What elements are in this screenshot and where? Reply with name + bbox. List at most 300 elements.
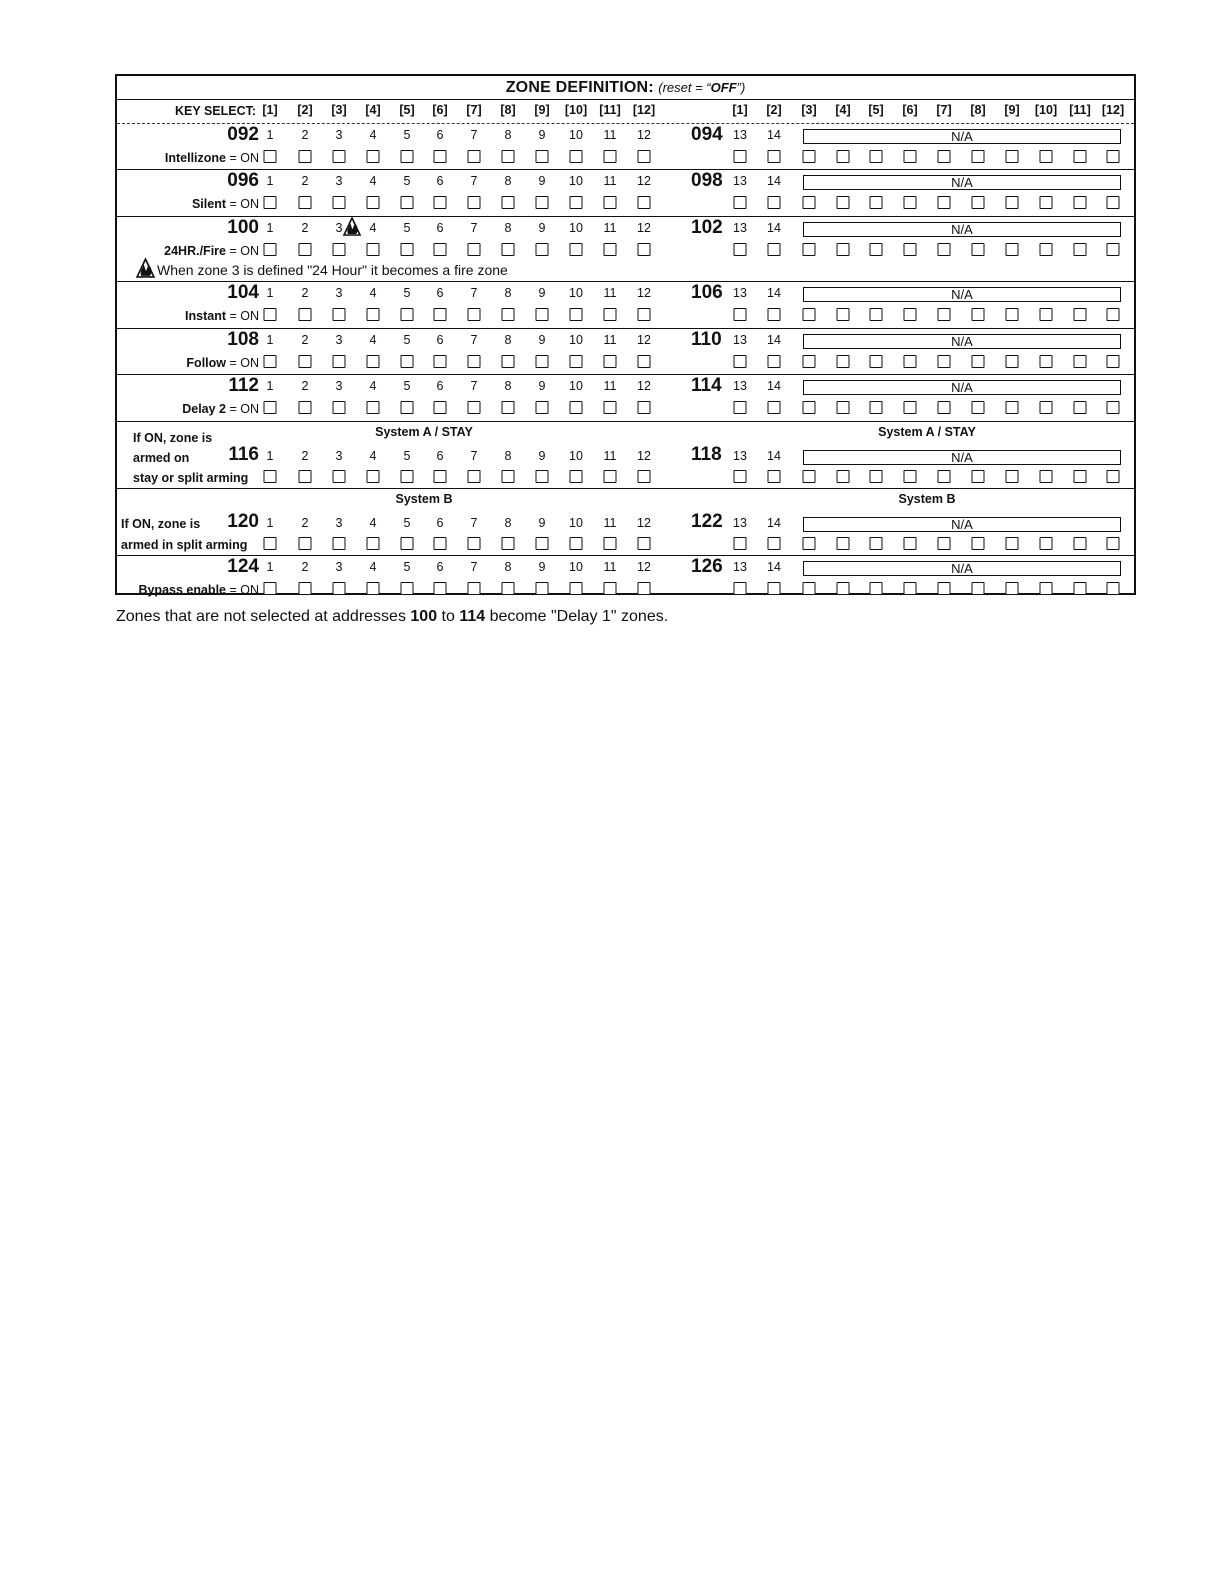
address-108: 108	[227, 329, 259, 350]
checkbox-094-key-6[interactable]	[904, 150, 917, 163]
checkbox-094-key-10[interactable]	[1040, 150, 1053, 163]
zone-number-3: 3	[335, 286, 343, 300]
zone-number-9: 9	[538, 286, 546, 300]
checkbox-114-key-3[interactable]	[803, 401, 816, 414]
checkbox-096-key-6[interactable]	[434, 196, 447, 209]
checkbox-124-key-12[interactable]	[638, 582, 651, 595]
checkbox-118-key-5[interactable]	[870, 470, 883, 483]
checkbox-124-key-2[interactable]	[299, 582, 312, 595]
zone-number-13: 13	[733, 379, 747, 393]
checkbox-112-key-6[interactable]	[434, 401, 447, 414]
checkbox-104-key-8[interactable]	[502, 308, 515, 321]
zone-number-3: 3	[335, 560, 343, 574]
checkbox-122-key-11[interactable]	[1074, 537, 1087, 550]
checkbox-102-key-3[interactable]	[803, 243, 816, 256]
zone-number-2: 2	[301, 379, 309, 393]
checkbox-126-key-3[interactable]	[803, 582, 816, 595]
checkbox-104-key-9[interactable]	[536, 308, 549, 321]
checkbox-122-key-2[interactable]	[768, 537, 781, 550]
checkbox-112-key-7[interactable]	[468, 401, 481, 414]
checkbox-126-key-11[interactable]	[1074, 582, 1087, 595]
checkbox-112-key-5[interactable]	[401, 401, 414, 414]
checkbox-120-key-7[interactable]	[468, 537, 481, 550]
checkbox-110-key-6[interactable]	[904, 355, 917, 368]
zone-number-2: 2	[301, 333, 309, 347]
checkbox-124-key-4[interactable]	[367, 582, 380, 595]
checkbox-108-key-12[interactable]	[638, 355, 651, 368]
checkbox-104-key-12[interactable]	[638, 308, 651, 321]
checkbox-112-key-12[interactable]	[638, 401, 651, 414]
checkbox-110-key-12[interactable]	[1107, 355, 1120, 368]
zone-number-4: 4	[369, 128, 377, 142]
zone-number-12: 12	[637, 286, 651, 300]
checkbox-122-key-5[interactable]	[870, 537, 883, 550]
checkbox-102-key-6[interactable]	[904, 243, 917, 256]
checkbox-108-key-10[interactable]	[570, 355, 583, 368]
checkbox-108-key-1[interactable]	[264, 355, 277, 368]
checkbox-100-key-8[interactable]	[502, 243, 515, 256]
checkbox-108-key-6[interactable]	[434, 355, 447, 368]
checkbox-092-key-5[interactable]	[401, 150, 414, 163]
checkbox-098-key-4[interactable]	[837, 196, 850, 209]
key-select-left-2: [2]	[297, 103, 313, 117]
zone-number-13: 13	[733, 174, 747, 188]
checkbox-126-key-8[interactable]	[972, 582, 985, 595]
address-118: 118	[691, 444, 722, 465]
checkbox-106-key-6[interactable]	[904, 308, 917, 321]
zone-number-9: 9	[538, 221, 546, 235]
zone-number-7: 7	[470, 128, 478, 142]
checkbox-112-key-11[interactable]	[604, 401, 617, 414]
checkbox-110-key-7[interactable]	[938, 355, 951, 368]
not-applicable-box: N/A	[803, 450, 1121, 465]
checkbox-098-key-12[interactable]	[1107, 196, 1120, 209]
checkbox-110-key-5[interactable]	[870, 355, 883, 368]
checkbox-112-key-3[interactable]	[333, 401, 346, 414]
checkbox-098-key-7[interactable]	[938, 196, 951, 209]
checkbox-102-key-2[interactable]	[768, 243, 781, 256]
checkbox-096-key-11[interactable]	[604, 196, 617, 209]
checkbox-092-key-4[interactable]	[367, 150, 380, 163]
checkbox-092-key-8[interactable]	[502, 150, 515, 163]
checkbox-120-key-9[interactable]	[536, 537, 549, 550]
checkbox-120-key-5[interactable]	[401, 537, 414, 550]
checkbox-100-key-11[interactable]	[604, 243, 617, 256]
zone-number-10: 10	[569, 174, 583, 188]
checkbox-116-key-6[interactable]	[434, 470, 447, 483]
checkbox-110-key-1[interactable]	[734, 355, 747, 368]
checkbox-114-key-1[interactable]	[734, 401, 747, 414]
checkbox-094-key-5[interactable]	[870, 150, 883, 163]
checkbox-094-key-11[interactable]	[1074, 150, 1087, 163]
checkbox-102-key-11[interactable]	[1074, 243, 1087, 256]
checkbox-100-key-7[interactable]	[468, 243, 481, 256]
checkbox-102-key-5[interactable]	[870, 243, 883, 256]
checkbox-104-key-1[interactable]	[264, 308, 277, 321]
checkbox-092-key-7[interactable]	[468, 150, 481, 163]
checkbox-116-key-8[interactable]	[502, 470, 515, 483]
checkbox-092-key-10[interactable]	[570, 150, 583, 163]
checkbox-124-key-1[interactable]	[264, 582, 277, 595]
checkbox-100-key-12[interactable]	[638, 243, 651, 256]
checkbox-118-key-4[interactable]	[837, 470, 850, 483]
checkbox-100-key-4[interactable]	[367, 243, 380, 256]
checkbox-096-key-2[interactable]	[299, 196, 312, 209]
checkbox-100-key-3[interactable]	[333, 243, 346, 256]
checkbox-098-key-8[interactable]	[972, 196, 985, 209]
checkbox-126-key-6[interactable]	[904, 582, 917, 595]
checkbox-120-key-2[interactable]	[299, 537, 312, 550]
checkbox-122-key-10[interactable]	[1040, 537, 1053, 550]
checkbox-104-key-6[interactable]	[434, 308, 447, 321]
checkbox-096-key-4[interactable]	[367, 196, 380, 209]
zone-number-5: 5	[403, 379, 411, 393]
checkbox-110-key-9[interactable]	[1006, 355, 1019, 368]
checkbox-094-key-1[interactable]	[734, 150, 747, 163]
zone-number-11: 11	[603, 221, 617, 235]
zone-number-6: 6	[436, 221, 444, 235]
checkbox-108-key-3[interactable]	[333, 355, 346, 368]
checkbox-114-key-12[interactable]	[1107, 401, 1120, 414]
checkbox-110-key-3[interactable]	[803, 355, 816, 368]
zone-number-7: 7	[470, 286, 478, 300]
checkbox-100-key-10[interactable]	[570, 243, 583, 256]
checkbox-102-key-8[interactable]	[972, 243, 985, 256]
checkbox-106-key-12[interactable]	[1107, 308, 1120, 321]
zone-number-1: 1	[266, 174, 274, 188]
checkbox-108-key-9[interactable]	[536, 355, 549, 368]
checkbox-112-key-8[interactable]	[502, 401, 515, 414]
zone-number-12: 12	[637, 516, 651, 530]
checkbox-116-key-9[interactable]	[536, 470, 549, 483]
checkbox-098-key-10[interactable]	[1040, 196, 1053, 209]
checkbox-100-key-2[interactable]	[299, 243, 312, 256]
checkbox-116-key-4[interactable]	[367, 470, 380, 483]
checkbox-112-key-2[interactable]	[299, 401, 312, 414]
address-124: 124	[227, 556, 259, 577]
checkbox-116-key-11[interactable]	[604, 470, 617, 483]
zone-number-2: 2	[301, 516, 309, 530]
address-096: 096	[227, 170, 259, 191]
checkbox-120-key-8[interactable]	[502, 537, 515, 550]
checkbox-124-key-8[interactable]	[502, 582, 515, 595]
checkbox-110-key-11[interactable]	[1074, 355, 1087, 368]
option-label-104: Instant = ON	[185, 309, 259, 323]
checkbox-096-key-7[interactable]	[468, 196, 481, 209]
checkbox-102-key-4[interactable]	[837, 243, 850, 256]
checkbox-102-key-9[interactable]	[1006, 243, 1019, 256]
checkbox-114-key-9[interactable]	[1006, 401, 1019, 414]
not-applicable-box: N/A	[803, 222, 1121, 237]
zone-number-13: 13	[733, 560, 747, 574]
checkbox-092-key-1[interactable]	[264, 150, 277, 163]
checkbox-116-key-12[interactable]	[638, 470, 651, 483]
checkbox-098-key-3[interactable]	[803, 196, 816, 209]
zone-section-120	[117, 489, 1134, 556]
key-select-left-8: [8]	[500, 103, 516, 117]
checkbox-126-key-10[interactable]	[1040, 582, 1053, 595]
checkbox-102-key-7[interactable]	[938, 243, 951, 256]
checkbox-124-key-10[interactable]	[570, 582, 583, 595]
checkbox-112-key-9[interactable]	[536, 401, 549, 414]
checkbox-094-key-8[interactable]	[972, 150, 985, 163]
checkbox-092-key-9[interactable]	[536, 150, 549, 163]
zone-number-12: 12	[637, 560, 651, 574]
checkbox-114-key-2[interactable]	[768, 401, 781, 414]
zone-number-7: 7	[470, 516, 478, 530]
checkbox-108-key-7[interactable]	[468, 355, 481, 368]
checkbox-108-key-2[interactable]	[299, 355, 312, 368]
checkbox-106-key-9[interactable]	[1006, 308, 1019, 321]
zone-number-6: 6	[436, 333, 444, 347]
zone-number-13: 13	[733, 128, 747, 142]
checkbox-114-key-4[interactable]	[837, 401, 850, 414]
checkbox-108-key-11[interactable]	[604, 355, 617, 368]
checkbox-092-key-12[interactable]	[638, 150, 651, 163]
checkbox-106-key-1[interactable]	[734, 308, 747, 321]
key-select-left-7: [7]	[466, 103, 482, 117]
option-label-092: Intellizone = ON	[164, 151, 259, 165]
checkbox-100-key-1[interactable]	[264, 243, 277, 256]
checkbox-122-key-9[interactable]	[1006, 537, 1019, 550]
checkbox-106-key-8[interactable]	[972, 308, 985, 321]
checkbox-096-key-5[interactable]	[401, 196, 414, 209]
checkbox-092-key-6[interactable]	[434, 150, 447, 163]
checkbox-092-key-2[interactable]	[299, 150, 312, 163]
not-applicable-box: N/A	[803, 334, 1121, 349]
checkbox-094-key-12[interactable]	[1107, 150, 1120, 163]
zone-section-096	[117, 170, 1134, 217]
checkbox-106-key-4[interactable]	[837, 308, 850, 321]
zone-number-1: 1	[266, 516, 274, 530]
checkbox-116-key-3[interactable]	[333, 470, 346, 483]
checkbox-120-key-6[interactable]	[434, 537, 447, 550]
checkbox-122-key-8[interactable]	[972, 537, 985, 550]
checkbox-094-key-3[interactable]	[803, 150, 816, 163]
checkbox-118-key-1[interactable]	[734, 470, 747, 483]
zone-number-4: 4	[369, 333, 377, 347]
checkbox-126-key-7[interactable]	[938, 582, 951, 595]
checkbox-116-key-5[interactable]	[401, 470, 414, 483]
checkbox-126-key-4[interactable]	[837, 582, 850, 595]
checkbox-106-key-2[interactable]	[768, 308, 781, 321]
checkbox-098-key-2[interactable]	[768, 196, 781, 209]
checkbox-110-key-4[interactable]	[837, 355, 850, 368]
zone-number-7: 7	[470, 379, 478, 393]
checkbox-104-key-5[interactable]	[401, 308, 414, 321]
checkbox-104-key-4[interactable]	[367, 308, 380, 321]
zone-number-12: 12	[637, 128, 651, 142]
checkbox-096-key-3[interactable]	[333, 196, 346, 209]
zone-number-7: 7	[470, 560, 478, 574]
checkbox-114-key-6[interactable]	[904, 401, 917, 414]
checkbox-100-key-6[interactable]	[434, 243, 447, 256]
not-applicable-box: N/A	[803, 129, 1121, 144]
checkbox-118-key-10[interactable]	[1040, 470, 1053, 483]
checkbox-104-key-3[interactable]	[333, 308, 346, 321]
checkbox-116-key-2[interactable]	[299, 470, 312, 483]
checkbox-096-key-9[interactable]	[536, 196, 549, 209]
checkbox-114-key-5[interactable]	[870, 401, 883, 414]
checkbox-118-key-7[interactable]	[938, 470, 951, 483]
checkbox-106-key-10[interactable]	[1040, 308, 1053, 321]
zone-number-5: 5	[403, 516, 411, 530]
zone-number-13: 13	[733, 333, 747, 347]
checkbox-098-key-11[interactable]	[1074, 196, 1087, 209]
checkbox-118-key-2[interactable]	[768, 470, 781, 483]
checkbox-120-key-4[interactable]	[367, 537, 380, 550]
checkbox-108-key-5[interactable]	[401, 355, 414, 368]
checkbox-122-key-3[interactable]	[803, 537, 816, 550]
zone-section-100	[117, 217, 1134, 282]
checkbox-102-key-12[interactable]	[1107, 243, 1120, 256]
checkbox-102-key-10[interactable]	[1040, 243, 1053, 256]
checkbox-118-key-6[interactable]	[904, 470, 917, 483]
checkbox-096-key-8[interactable]	[502, 196, 515, 209]
checkbox-114-key-8[interactable]	[972, 401, 985, 414]
checkbox-120-key-10[interactable]	[570, 537, 583, 550]
checkbox-122-key-7[interactable]	[938, 537, 951, 550]
checkbox-122-key-12[interactable]	[1107, 537, 1120, 550]
checkbox-116-key-1[interactable]	[264, 470, 277, 483]
checkbox-098-key-6[interactable]	[904, 196, 917, 209]
checkbox-096-key-10[interactable]	[570, 196, 583, 209]
checkbox-108-key-4[interactable]	[367, 355, 380, 368]
zone-number-12: 12	[637, 449, 651, 463]
checkbox-106-key-7[interactable]	[938, 308, 951, 321]
zone-number-8: 8	[504, 333, 512, 347]
key-select-left-9: [9]	[534, 103, 550, 117]
checkbox-116-key-10[interactable]	[570, 470, 583, 483]
zone-number-13: 13	[733, 516, 747, 530]
checkbox-106-key-5[interactable]	[870, 308, 883, 321]
footnote: Zones that are not selected at addresses 100 to 114 become "Delay 1" zones.	[116, 608, 669, 625]
checkbox-124-key-7[interactable]	[468, 582, 481, 595]
checkbox-116-key-7[interactable]	[468, 470, 481, 483]
checkbox-092-key-3[interactable]	[333, 150, 346, 163]
checkbox-112-key-4[interactable]	[367, 401, 380, 414]
address-102: 102	[691, 217, 723, 238]
checkbox-120-key-1[interactable]	[264, 537, 277, 550]
checkbox-110-key-2[interactable]	[768, 355, 781, 368]
checkbox-100-key-9[interactable]	[536, 243, 549, 256]
key-select-left-4: [4]	[365, 103, 381, 117]
checkbox-118-key-12[interactable]	[1107, 470, 1120, 483]
checkbox-110-key-10[interactable]	[1040, 355, 1053, 368]
option-label-line-3: stay or split arming	[133, 471, 249, 485]
not-applicable-box: N/A	[803, 517, 1121, 532]
address-116: 116	[228, 444, 259, 465]
checkbox-124-key-11[interactable]	[604, 582, 617, 595]
key-select-right-2: [2]	[766, 103, 782, 117]
checkbox-098-key-1[interactable]	[734, 196, 747, 209]
checkbox-094-key-4[interactable]	[837, 150, 850, 163]
zone-definition-table	[115, 74, 1136, 595]
checkbox-126-key-2[interactable]	[768, 582, 781, 595]
checkbox-112-key-1[interactable]	[264, 401, 277, 414]
zone-number-14: 14	[767, 560, 781, 574]
checkbox-094-key-7[interactable]	[938, 150, 951, 163]
zone-number-7: 7	[470, 221, 478, 235]
checkbox-114-key-10[interactable]	[1040, 401, 1053, 414]
checkbox-098-key-5[interactable]	[870, 196, 883, 209]
key-select-left-3: [3]	[331, 103, 347, 117]
checkbox-104-key-11[interactable]	[604, 308, 617, 321]
zone-number-14: 14	[767, 286, 781, 300]
not-applicable-box: N/A	[803, 287, 1121, 302]
key-select-left-11: [11]	[599, 103, 621, 117]
checkbox-122-key-6[interactable]	[904, 537, 917, 550]
checkbox-104-key-2[interactable]	[299, 308, 312, 321]
checkbox-118-key-11[interactable]	[1074, 470, 1087, 483]
checkbox-092-key-11[interactable]	[604, 150, 617, 163]
zone-number-10: 10	[569, 379, 583, 393]
checkbox-102-key-1[interactable]	[734, 243, 747, 256]
zone-number-2: 2	[301, 128, 309, 142]
checkbox-126-key-12[interactable]	[1107, 582, 1120, 595]
checkbox-106-key-11[interactable]	[1074, 308, 1087, 321]
zone-section-104	[117, 282, 1134, 329]
checkbox-126-key-9[interactable]	[1006, 582, 1019, 595]
checkbox-124-key-3[interactable]	[333, 582, 346, 595]
checkbox-108-key-8[interactable]	[502, 355, 515, 368]
checkbox-100-key-5[interactable]	[401, 243, 414, 256]
zone-number-6: 6	[436, 286, 444, 300]
checkbox-124-key-5[interactable]	[401, 582, 414, 595]
checkbox-114-key-11[interactable]	[1074, 401, 1087, 414]
checkbox-104-key-10[interactable]	[570, 308, 583, 321]
key-select-left-6: [6]	[432, 103, 448, 117]
checkbox-112-key-10[interactable]	[570, 401, 583, 414]
checkbox-094-key-9[interactable]	[1006, 150, 1019, 163]
option-label-line-2: armed on	[133, 451, 190, 465]
zone-number-8: 8	[504, 174, 512, 188]
checkbox-122-key-1[interactable]	[734, 537, 747, 550]
checkbox-110-key-8[interactable]	[972, 355, 985, 368]
checkbox-124-key-9[interactable]	[536, 582, 549, 595]
checkbox-120-key-12[interactable]	[638, 537, 651, 550]
zone-number-10: 10	[569, 333, 583, 347]
checkbox-098-key-9[interactable]	[1006, 196, 1019, 209]
zone-section-092	[117, 124, 1134, 170]
checkbox-124-key-6[interactable]	[434, 582, 447, 595]
checkbox-120-key-11[interactable]	[604, 537, 617, 550]
key-select-label: KEY SELECT:	[175, 104, 257, 118]
checkbox-118-key-3[interactable]	[803, 470, 816, 483]
checkbox-118-key-8[interactable]	[972, 470, 985, 483]
checkbox-104-key-7[interactable]	[468, 308, 481, 321]
zone-number-11: 11	[603, 560, 617, 574]
zone-number-13: 13	[733, 449, 747, 463]
zone-number-5: 5	[403, 221, 411, 235]
zone-number-13: 13	[733, 221, 747, 235]
checkbox-126-key-1[interactable]	[734, 582, 747, 595]
key-select-right-7: [7]	[936, 103, 952, 117]
checkbox-096-key-1[interactable]	[264, 196, 277, 209]
zone-number-11: 11	[603, 516, 617, 530]
option-label-112: Delay 2 = ON	[182, 402, 259, 416]
checkbox-122-key-4[interactable]	[837, 537, 850, 550]
checkbox-120-key-3[interactable]	[333, 537, 346, 550]
zone-number-14: 14	[767, 174, 781, 188]
key-select-left-5: [5]	[399, 103, 415, 117]
checkbox-094-key-2[interactable]	[768, 150, 781, 163]
checkbox-126-key-5[interactable]	[870, 582, 883, 595]
checkbox-114-key-7[interactable]	[938, 401, 951, 414]
checkbox-096-key-12[interactable]	[638, 196, 651, 209]
checkbox-118-key-9[interactable]	[1006, 470, 1019, 483]
checkbox-106-key-3[interactable]	[803, 308, 816, 321]
